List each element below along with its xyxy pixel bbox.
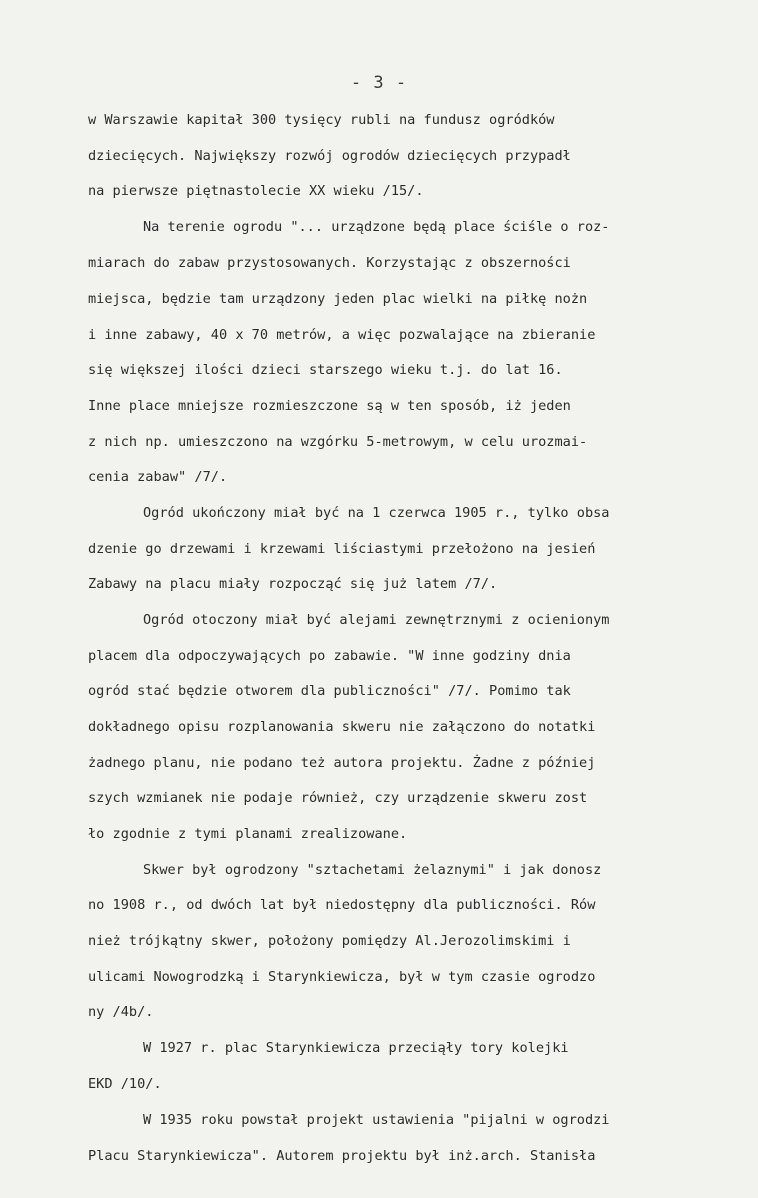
text-line: dziecięcych. Największy rozwój ogrodów dziecięcych przypadł <box>88 148 571 164</box>
text-line: no 1908 r., od dwóch lat był niedostępny dla publiczności. Rów <box>88 897 596 913</box>
text-line: ulicami Nowogrodzką i Starynkiewicza, był w tym czasie ogrodzo <box>88 969 596 985</box>
page-number: - 3 - <box>350 73 408 93</box>
text-line: cenia zabaw" /7/. <box>88 469 228 485</box>
text-line: W 1935 roku powstał projekt ustawienia "pijalni w ogrodzi <box>143 1112 610 1128</box>
text-line: EKD /10/. <box>88 1076 162 1092</box>
text-line: miejsca, będzie tam urządzony jeden plac wielki na piłkę nożn <box>88 291 588 307</box>
text-line: żadnego planu, nie podano też autora projektu. Żadne z później <box>88 755 596 771</box>
text-line: ogród stać będzie otworem dla publiczności" /7/. Pomimo tak <box>88 683 571 699</box>
text-line: Placu Starynkiewicza". Autorem projektu był inż.arch. Stanisła <box>88 1148 596 1164</box>
text-line: się większej ilości dzieci starszego wieku t.j. do lat 16. <box>88 362 563 378</box>
text-line: szych wzmianek nie podaje również, czy urządzenie skweru zost <box>88 790 588 806</box>
text-line: nież trójkątny skwer, położony pomiędzy Al.Jerozolimskimi i <box>88 933 571 949</box>
text-line: ny /4b/. <box>88 1004 154 1020</box>
text-line: Zabawy na placu miały rozpocząć się już latem /7/. <box>88 576 498 592</box>
text-line: Ogród otoczony miał być alejami zewnętrznymi z ocienionym <box>143 612 610 628</box>
text-line: na pierwsze piętnastolecie XX wieku /15/. <box>88 183 424 199</box>
text-line: z nich np. umieszczono na wzgórku 5-metrowym, w celu urozmai- <box>88 434 588 450</box>
text-line: Na terenie ogrodu "... urządzone będą place ściśle o roz- <box>143 219 610 235</box>
text-line: i inne zabawy, 40 x 70 metrów, a więc pozwalające na zbieranie <box>88 327 596 343</box>
text-line: w Warszawie kapitał 300 tysięcy rubli na fundusz ogródków <box>88 112 555 128</box>
text-line: placem dla odpoczywających po zabawie. "W inne godziny dnia <box>88 648 571 664</box>
text-line: W 1927 r. plac Starynkiewicza przeciąły tory kolejki <box>143 1040 569 1056</box>
text-line: dzenie go drzewami i krzewami liściastymi przełożono na jesień <box>88 541 596 557</box>
text-line: dokładnego opisu rozplanowania skweru nie załączono do notatki <box>88 719 596 735</box>
text-line: Skwer był ogrodzony "sztachetami żelaznymi" i jak donosz <box>143 862 602 878</box>
text-line: Ogród ukończony miał być na 1 czerwca 1905 r., tylko obsa <box>143 505 610 521</box>
text-line: miarach do zabaw przystosowanych. Korzystając z obszerności <box>88 255 571 271</box>
text-line: Inne place mniejsze rozmieszczone są w ten sposób, iż jeden <box>88 398 571 414</box>
text-line: ło zgodnie z tymi planami zrealizowane. <box>88 826 408 842</box>
